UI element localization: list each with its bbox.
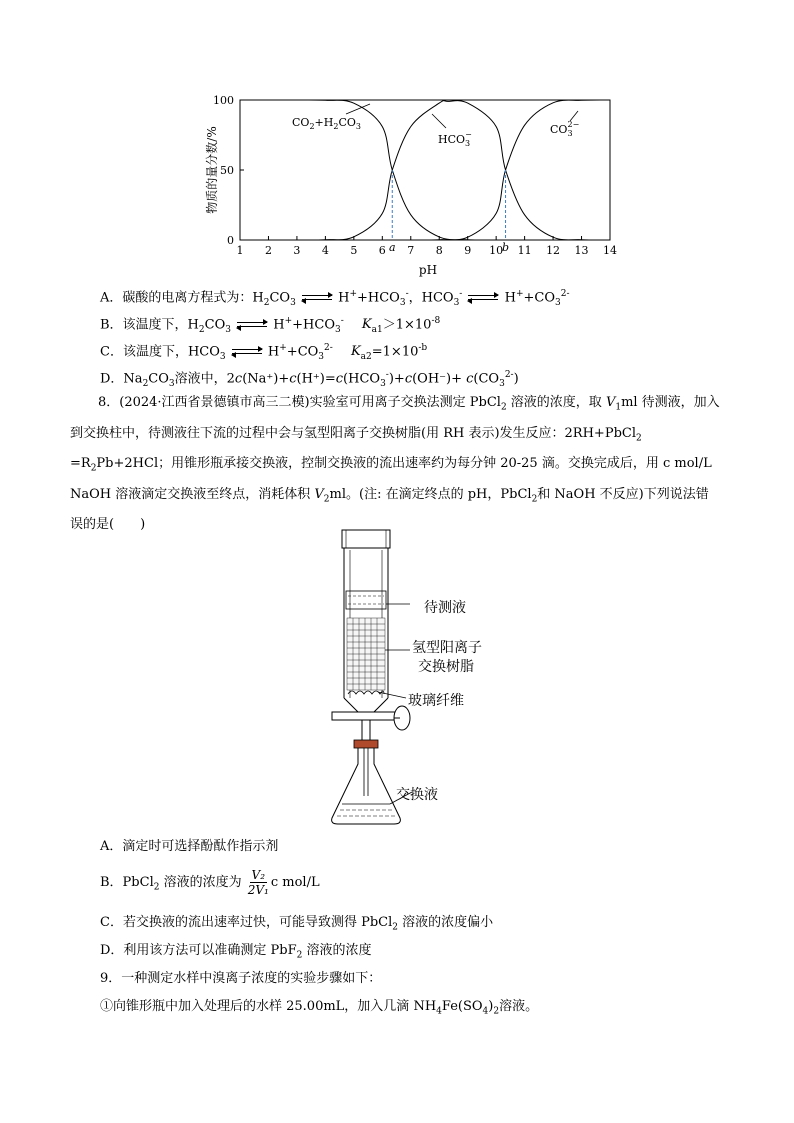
y-tick-label: 100 bbox=[213, 94, 234, 107]
x-tick-label: 2 bbox=[264, 244, 272, 257]
equilibrium-arrow-icon bbox=[468, 293, 498, 303]
label-resin-1: 氢型阳离子 bbox=[412, 640, 482, 656]
y-tick-label: 50 bbox=[220, 164, 234, 177]
axis-ticks bbox=[213, 94, 617, 257]
y-tick-label: 0 bbox=[227, 234, 234, 247]
y-axis-label: 物质的量分数/% bbox=[205, 126, 219, 214]
x-tick-label: 5 bbox=[350, 244, 358, 257]
q8-option-d: D．利用该方法可以准确测定 PbF$_2$ 溶液的浓度 bbox=[100, 943, 372, 961]
reference-mark-label: b bbox=[502, 241, 510, 254]
x-tick-label: 11 bbox=[517, 244, 532, 257]
q8-option-c: C．若交换液的流出速率过快，可能导致测得 PbCl$_2$ 溶液的浓度偏小 bbox=[100, 915, 494, 933]
x-tick-label: 8 bbox=[435, 244, 443, 257]
series-label-co2-h2co3: $CO_2+H_2CO_3$ bbox=[292, 116, 361, 131]
q8-option-b: B．PbCl$_2$ 溶液的浓度为 $\frac{\text{V₂}}{\text{2V₁}}$ c mol/L bbox=[100, 868, 320, 897]
q7-option-d: D．$Na_2CO_3$溶液中，$2c(Na^+)+c(H^+)=c(HCO_3^-)+c(OH^-)+ c(CO_3^{2-})$ bbox=[100, 370, 519, 389]
reference-mark-label: a bbox=[388, 241, 396, 254]
label-glass-fiber: 玻璃纤维 bbox=[408, 693, 464, 709]
series-label-co3: $CO_32-$ bbox=[550, 120, 580, 138]
q7-option-c: C．该温度下，$HCO_3$ $H^++CO_3^{2-}$ $K_{a2}=1\times 10^{-b}$ bbox=[100, 343, 428, 362]
equilibrium-arrow-icon bbox=[232, 347, 262, 357]
x-tick-label: 4 bbox=[321, 244, 329, 257]
equilibrium-arrow-icon bbox=[237, 320, 267, 330]
x-tick-label: 12 bbox=[546, 244, 561, 257]
series-line-2 bbox=[411, 100, 610, 240]
x-tick-label: 3 bbox=[293, 244, 301, 257]
q7-option-b: B．该温度下，$H_2CO_3$ $H^++HCO_3^-$ $K_{a1}>1\times 10^{-8}$ bbox=[100, 316, 441, 335]
x-tick-label: 1 bbox=[236, 244, 244, 257]
q7-option-a: A．碳酸的电离方程式为：$H_2CO_3$ $H^++HCO_3^-$，$HCO_3^-$ $H^++CO_3^{2-}$ bbox=[100, 289, 570, 308]
label-resin-2: 交换树脂 bbox=[418, 659, 474, 675]
x-axis-label: pH bbox=[418, 263, 438, 277]
fraction: $\frac{\text{V₂}}{\text{2V₁}}$ bbox=[247, 868, 269, 897]
equilibrium-arrow-icon bbox=[302, 293, 332, 303]
q9-step-1: ①向锥形瓶中加入处理后的水样 25.00mL，加入几滴 $NH_4Fe(SO_4)_2$溶液。 bbox=[100, 999, 539, 1017]
q9-stem: 9．一种测定水样中溴离子浓度的实验步骤如下： bbox=[100, 971, 382, 986]
q8-stem: 8．(2024·江西省景德镇市高三二模)实验室可用离子交换法测定 PbCl$_2$ 溶液的浓度，取 $V_1ml$ 待测液，加入到交换柱中，待测液往下流的过程中会与氢型阳离子交换树脂(用 RH 表示)发生反应：2RH+PbCl$_2$ $=R_2Pb+2HCl$；用锥形瓶承接交换液，控制交换液的流出速率约为每分钟 20-25 滴。交换完成后，用 c mol/L NaOH 溶液滴定交换液至终点，消耗体积 $V_2ml$。(注: 在滴定终点的 pH，PbCl$_2$和 NaOH 不反应)下列说法错误的是( ) bbox=[70, 395, 720, 533]
label-exchange-liquid: 交换液 bbox=[396, 787, 438, 803]
x-tick-label: 9 bbox=[464, 244, 472, 257]
x-tick-label: 13 bbox=[574, 244, 589, 257]
label-sample: 待测液 bbox=[424, 600, 466, 616]
x-tick-label: 6 bbox=[378, 244, 386, 257]
distribution-chart bbox=[200, 88, 640, 278]
x-tick-label: 7 bbox=[407, 244, 415, 257]
x-tick-label: 14 bbox=[603, 244, 617, 257]
q8-option-a: A．滴定时可选择酚酞作指示剂 bbox=[100, 839, 279, 854]
x-tick-label: 10 bbox=[489, 244, 504, 257]
label-leader bbox=[432, 114, 446, 128]
series-label-hco3: $HCO_3-$ bbox=[438, 130, 472, 148]
